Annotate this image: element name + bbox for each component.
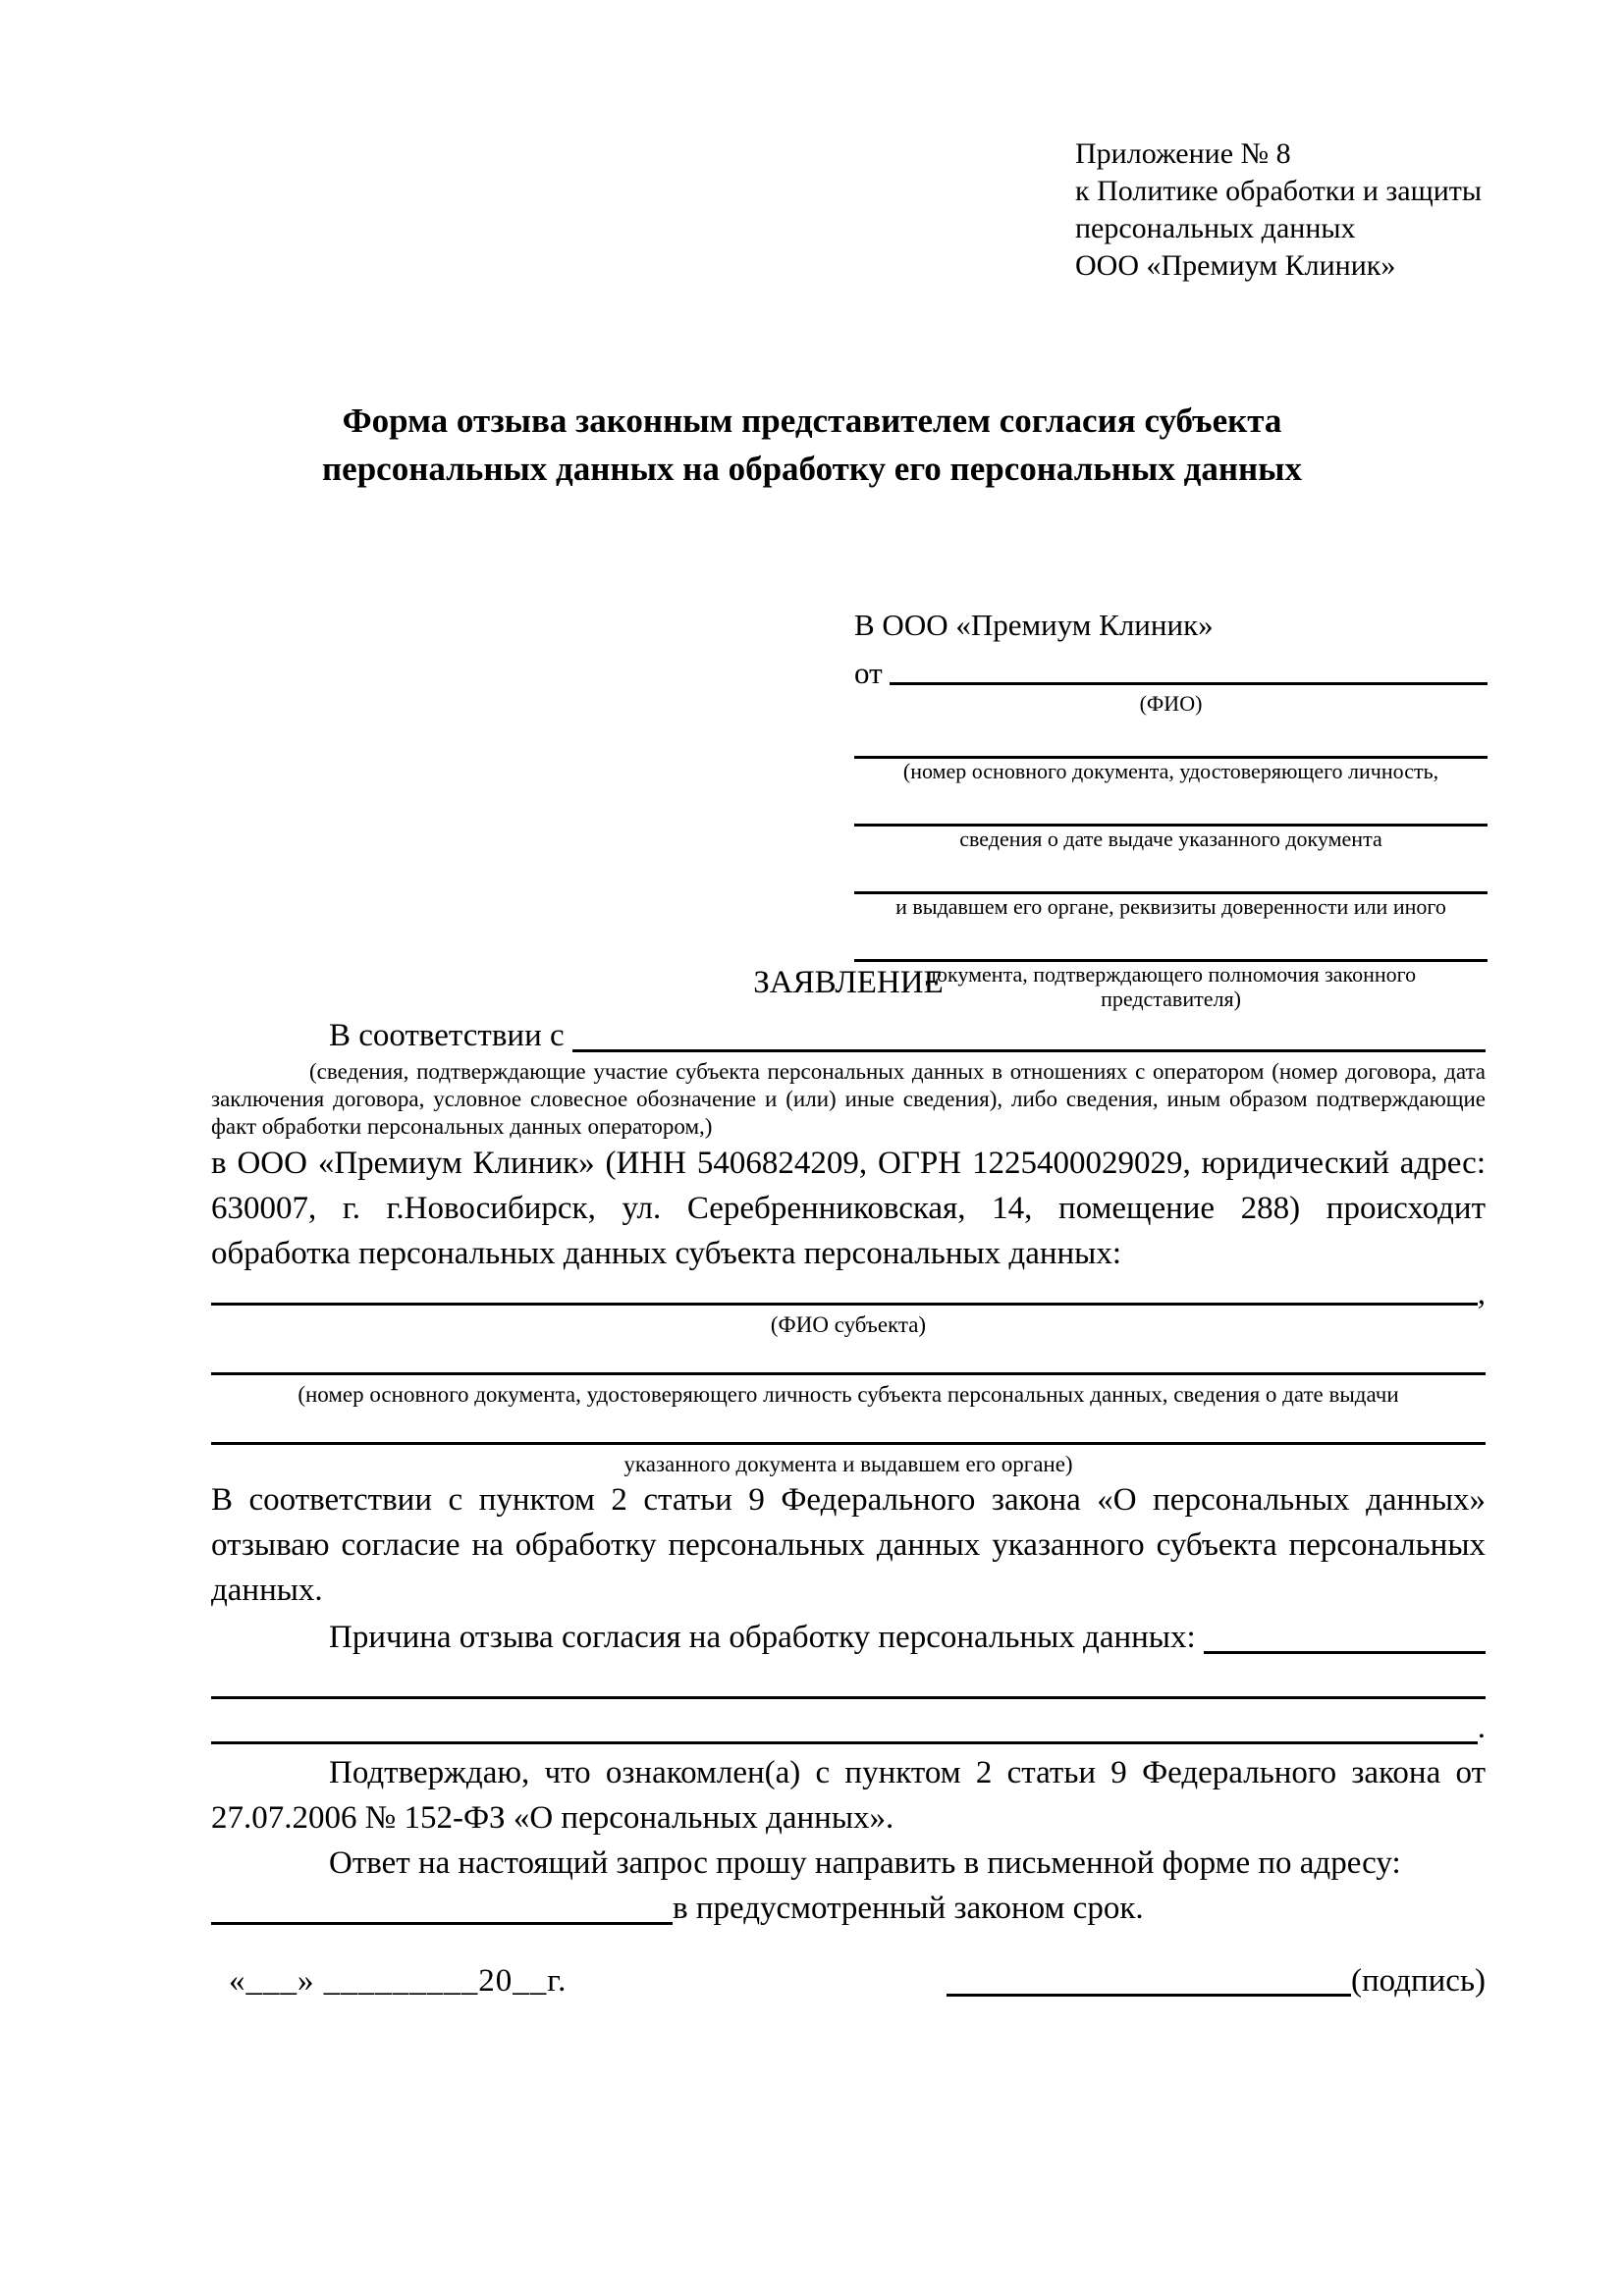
line-caption: документа, подтверждающего полномочия законного представителя) — [925, 962, 1417, 1011]
subject-document-caption: (номер основного документа, удостоверяющего личность субъекта персональных данных, сведения о дате выдачи — [298, 1382, 1399, 1407]
reply-suffix: в предусмотренный законом срок. — [673, 1891, 1144, 1926]
issuing-authority-caption: указанного документа и выдавшем его органе) — [623, 1452, 1073, 1476]
issuing-authority-blank-field — [211, 1442, 1486, 1445]
intro-label: В соответствии с — [329, 1018, 572, 1053]
reply-paragraph: Ответ на настоящий запрос прошу направить в письменной форме по адресу: — [329, 1845, 1401, 1881]
annex-reference — [1075, 135, 1482, 285]
document-title — [175, 397, 1449, 493]
addressee-organization: В ООО «Премиум Клиник» — [854, 608, 1214, 642]
document-title-line1: Форма отзыва законным представителем согласия субъекта — [342, 401, 1282, 440]
annex-line: Приложение № 8 — [1075, 137, 1291, 170]
line-caption: и выдавшем его органе, реквизиты доверенности или иного — [895, 894, 1446, 919]
from-label: от — [854, 656, 891, 690]
issuing-authority-row — [211, 1408, 1486, 1451]
operator-paragraph: в ООО «Премиум Клиник» (ИНН 5406824209, ОГРН 1225400029029, юридический адрес: 630007, г. г.Новосибирск, ул. Серебренниковская, 14, помещение 288) происходит обработка персональных данных субъекта персональных данных: — [211, 1146, 1486, 1271]
document-title-line2: персональных данных на обработку его персональных данных — [322, 450, 1302, 488]
reason-end-suffix: . — [1477, 1710, 1486, 1745]
reply-address-row — [211, 1886, 1486, 1931]
representative-authority-blank-field — [854, 919, 1488, 962]
reply-address-blank-field — [211, 1922, 673, 1925]
reason-blank-field — [1204, 1651, 1486, 1654]
document-number-blank-field — [854, 716, 1488, 759]
reason-continuation-blank-field — [211, 1696, 1486, 1699]
statement-heading: ЗАЯВЛЕНИЕ — [753, 965, 944, 1000]
reason-continuation-row — [211, 1660, 1486, 1705]
reason-label: Причина отзыва согласия на обработку персональных данных: — [329, 1620, 1204, 1655]
addressee-block — [854, 605, 1488, 1011]
statement-body — [211, 962, 1486, 1931]
subject-fio-line-suffix: , — [1477, 1276, 1486, 1311]
line-caption: сведения о дате выдаче указанного документа — [959, 827, 1382, 851]
intro-row — [211, 1011, 1486, 1058]
subject-fio-blank-field — [211, 1303, 1478, 1306]
confirm-paragraph: Подтверждаю, что ознакомлен(а) с пунктом 2 статьи 9 Федерального закона от 27.07.2006 № 152-ФЗ «О персональных данных». — [211, 1755, 1486, 1836]
date-blank-field: «___» _________20__г. — [229, 1963, 568, 1999]
from-row — [854, 646, 1488, 691]
subject-fio-caption: (ФИО субъекта) — [770, 1312, 927, 1337]
reason-end-blank-field — [211, 1741, 1478, 1744]
fio-caption: (ФИО) — [1139, 691, 1203, 716]
signature-caption: (подпись) — [1351, 1963, 1486, 1999]
issuing-authority-blank-field — [854, 851, 1488, 894]
reason-row — [211, 1613, 1486, 1660]
subject-document-row — [211, 1338, 1486, 1381]
reason-end-row — [211, 1705, 1486, 1750]
annex-line: ООО «Премиум Клиник» — [1075, 249, 1396, 282]
subject-document-blank-field — [211, 1372, 1486, 1375]
law-paragraph: В соответствии с пунктом 2 статьи 9 Федерального закона «О персональных данных» отзываю согласие на обработку персональных данных указанного субъекта персональных данных. — [211, 1482, 1486, 1608]
relation-details-blank-field — [572, 1049, 1486, 1052]
signature-blank-field — [947, 1994, 1351, 1997]
signature-area — [947, 1959, 1486, 2002]
issue-date-blank-field — [854, 783, 1488, 827]
intro-caption: (сведения, подтверждающие участие субъекта персональных данных в отношениях с оператором (номер договора, дата заключения договора, условное словесное обозначение и (или) иные сведения), либо сведения, иным образом подтверждающие факт обработки персональных данных оператором,) — [211, 1059, 1486, 1139]
footer-row — [211, 1959, 1486, 2002]
line-caption: (номер основного документа, удостоверяющего личность, — [902, 759, 1439, 783]
annex-line: к Политике обработки и защиты — [1075, 175, 1483, 207]
from-name-blank-field — [890, 682, 1488, 685]
annex-line: персональных данных — [1075, 212, 1356, 244]
subject-fio-row — [211, 1276, 1486, 1311]
